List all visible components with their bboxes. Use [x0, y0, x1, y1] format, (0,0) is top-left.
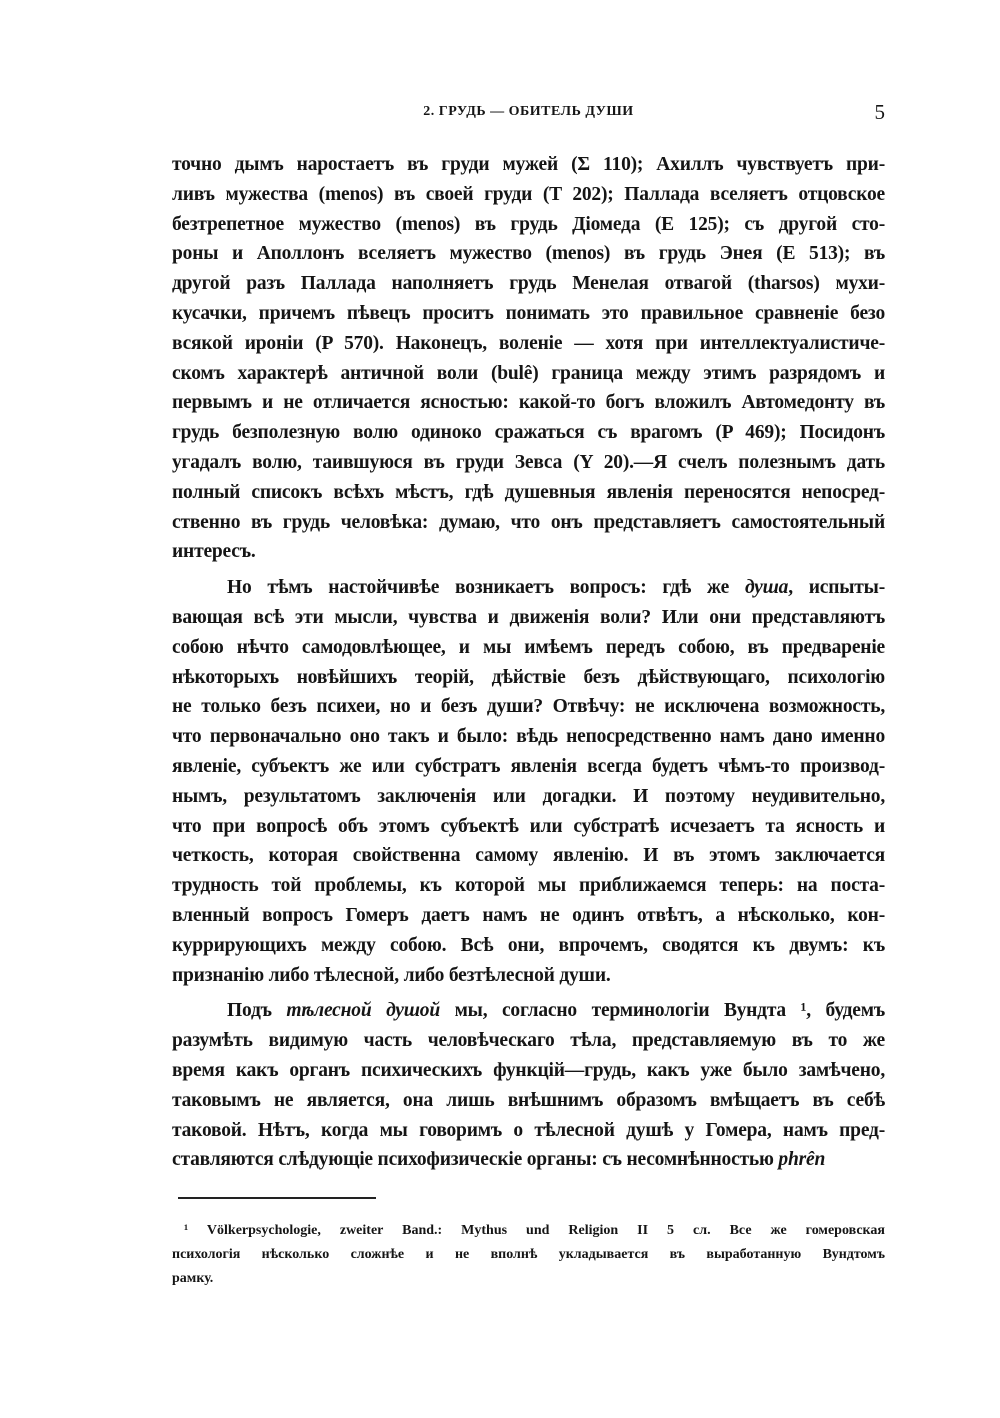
text-line: собою нѣчто самодовлѣющее, и мы имѣемъ передъ собою, въ предвареніе [172, 636, 885, 658]
paragraph [172, 573, 885, 990]
footnote-line: психологія нѣсколько сложнѣе и не вполнѣ укладывается въ выработанную Вундтомъ [172, 1247, 885, 1262]
italic-text: душа [744, 577, 789, 599]
text-line: безтрепетное мужество (menos) въ грудь Діомеда (E 125); съ другой сто- [172, 213, 885, 235]
text-segment: ставляются слѣдующіе психофизическіе органы: съ несомнѣнностью [172, 1149, 779, 1171]
text-segment: Подъ [227, 1000, 287, 1022]
italic-text: phrên [778, 1149, 826, 1171]
paragraph [172, 996, 885, 1175]
text-line [172, 573, 885, 603]
text-line: полный списокъ всѣхъ мѣстъ, гдѣ душевныя явленія переносятся непосред- [172, 481, 885, 503]
running-title: 2. ГРУДЬ — ОБИТЕЛЬ ДУШИ [423, 104, 634, 119]
text-line: что первоначально оно такъ и было: вѣдь непосредственно намъ дано именно [172, 726, 885, 748]
page-header [172, 100, 885, 126]
text-line: не только безъ психеи, но и безъ души? Отвѣчу: не исключена возможность, [172, 696, 885, 718]
text-line: куррирующихъ между собою. Всѣ они, впрочемъ, сводятся къ двумъ: къ [172, 934, 885, 956]
text-line [172, 1145, 885, 1175]
page-number: 5 [874, 100, 885, 124]
footnotes [172, 1219, 885, 1291]
footnote-divider [178, 1197, 376, 1199]
text-line: таковымъ не является, она лишь внѣшнимъ образомъ вмѣщаетъ въ себѣ [172, 1089, 885, 1111]
text-line: явленіе, субъектъ же или субстратъ явленія всегда будетъ чѣмъ-то производ- [172, 755, 885, 777]
text-segment: мы, согласно терминологіи Вундта ¹, будемъ [439, 1000, 886, 1022]
text-line: ливъ мужества (menos) въ своей груди (T 202); Паллада вселяетъ отцовское [172, 183, 885, 205]
text-line: угадалъ волю, таившуюся въ груди Зевса (Y 20).—Я счелъ полезнымъ дать [172, 451, 885, 473]
text-line: разумѣть видимую часть человѣческаго тѣла, представляемую въ то же [172, 1030, 885, 1052]
italic-text: тѣлесной душой [286, 1000, 440, 1022]
text-line: признанію либо тѣлесной, либо безтѣлесной души. [172, 964, 611, 986]
text-line: всякой ироніи (P 570). Наконецъ, воленіе — хотя при интеллектуалистиче- [172, 332, 885, 354]
text-line: точно дымъ наростаетъ въ груди мужей (Σ 110); Ахиллъ чувствуетъ при- [172, 154, 885, 175]
text-line: роны и Аполлонъ вселяетъ мужество (menos) въ грудь Энея (E 513); въ [172, 243, 885, 265]
text-segment: Но тѣмъ настойчивѣе возникаетъ вопросъ: гдѣ же [227, 577, 745, 599]
text-line: интересъ. [172, 541, 256, 563]
text-line: время какъ органъ психическихъ функцій—грудь, какъ уже было замѣчено, [172, 1059, 885, 1081]
text-line: грудь безполезную волю одиноко сражаться съ врагомъ (P 469); Посидонъ [172, 422, 885, 444]
text-line: ственно въ грудь человѣка: думаю, что онъ представляетъ самостоятельный [172, 511, 885, 533]
text-line: таковой. Нѣтъ, когда мы говоримъ о тѣлесной душѣ у Гомера, намъ пред- [172, 1119, 885, 1141]
text-line: вающая всѣ эти мысли, чувства и движенія воли? Или они представляютъ [172, 606, 885, 628]
text-line [172, 996, 885, 1026]
text-line: нымъ, результатомъ заключенія или догадки. И поэтому неудивительно, [172, 785, 885, 807]
text-line: кусачки, причемъ пѣвецъ проситъ понимать это правильное сравненіе безо [172, 302, 885, 324]
paragraph [172, 150, 885, 567]
text-line: что при вопросѣ объ этомъ субъектѣ или субстратѣ исчезаетъ та ясность и [172, 815, 885, 837]
footnote-line: ¹ Völkerpsychologie, zweiter Band.: Mythus und Religion II 5 сл. Все же гомеровская [184, 1223, 885, 1238]
text-line: другой разъ Паллада наполняетъ грудь Менелая отвагой (tharsos) мухи- [172, 273, 885, 295]
text-segment: , испыты- [788, 577, 885, 599]
text-line: скомъ характерѣ античной воли (bulê) граница между этимъ разрядомъ и [172, 362, 885, 384]
text-line: трудность той проблемы, къ которой мы приближаемся теперь: на поста- [172, 875, 885, 897]
text-line: вленный вопросъ Гомеръ даетъ намъ не одинъ отвѣтъ, а нѣсколько, кон- [172, 904, 885, 926]
text-line: нѣкоторыхъ новѣйшихъ теорій, дѣйствіе безъ дѣйствующаго, психологію [172, 666, 885, 688]
footnote-line: рамку. [172, 1271, 214, 1286]
body-text [172, 150, 885, 1181]
text-line: первымъ и не отличается ясностью: какой-то богъ вложилъ Автомедонту въ [172, 392, 885, 414]
text-line: четкость, которая свойственна самому явленію. И въ этомъ заключается [172, 845, 885, 867]
